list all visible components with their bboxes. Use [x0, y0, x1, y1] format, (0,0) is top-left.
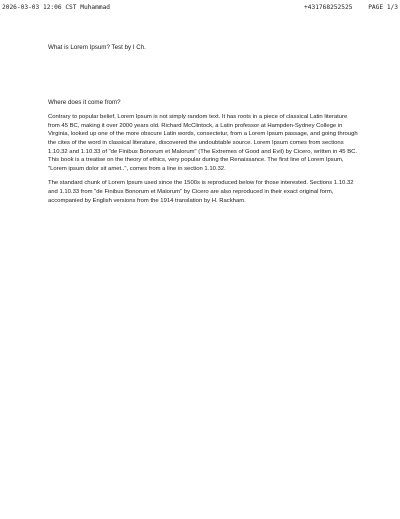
fax-header [2, 3, 398, 13]
fax-header-phone: +431768252525 [304, 4, 353, 11]
fax-header-sender: 2026-03-03 12:06 CST Muhammad [2, 4, 111, 11]
fax-header-page: PAGE 1/3 [368, 4, 398, 11]
paragraph-2: The standard chunk of Lorem Ipsum used since the 1500s is reproduced below for those interested. Sections 1.10.32 and 1.10.33 from "de Finibus Bonorum et Malorum" by Cicero are also reproduced in their exact original form, accompanied by English versions from the 1914 translation by H. Rackham. [48, 180, 354, 204]
section-heading: Where does it come from? [48, 98, 121, 106]
document-body [48, 44, 358, 211]
fax-header-right [304, 3, 398, 13]
document-title: What is Lorem Ipsum? Test by I Ch. [48, 44, 146, 51]
paragraph-1: Contrary to popular belief, Lorem Ipsum is not simply random text. It has roots in a piece of classical Latin literature from 45 BC, making it over 2000 years old. Richard McClintock, a Latin professor at Hampden-Sydney College in Virginia, looked up one of the more obscure Latin words, consectetur, from a Lorem Ipsum passage, and going through the cites of the word in classical literature, discovered the undoubtable source. Lorem Ipsum comes from sections 1.10.32 and 1.10.33 of "de Finibus Bonorum et Malorum" (The Extremes of Good and Evil) by Cicero, written in 45 BC. This book is a treatise on the theory of ethics, very popular during the Renaissance. The first line of Lorem Ipsum, "Lorem ipsum dolor sit amet..", comes from a line in section 1.10.32. [48, 114, 358, 172]
